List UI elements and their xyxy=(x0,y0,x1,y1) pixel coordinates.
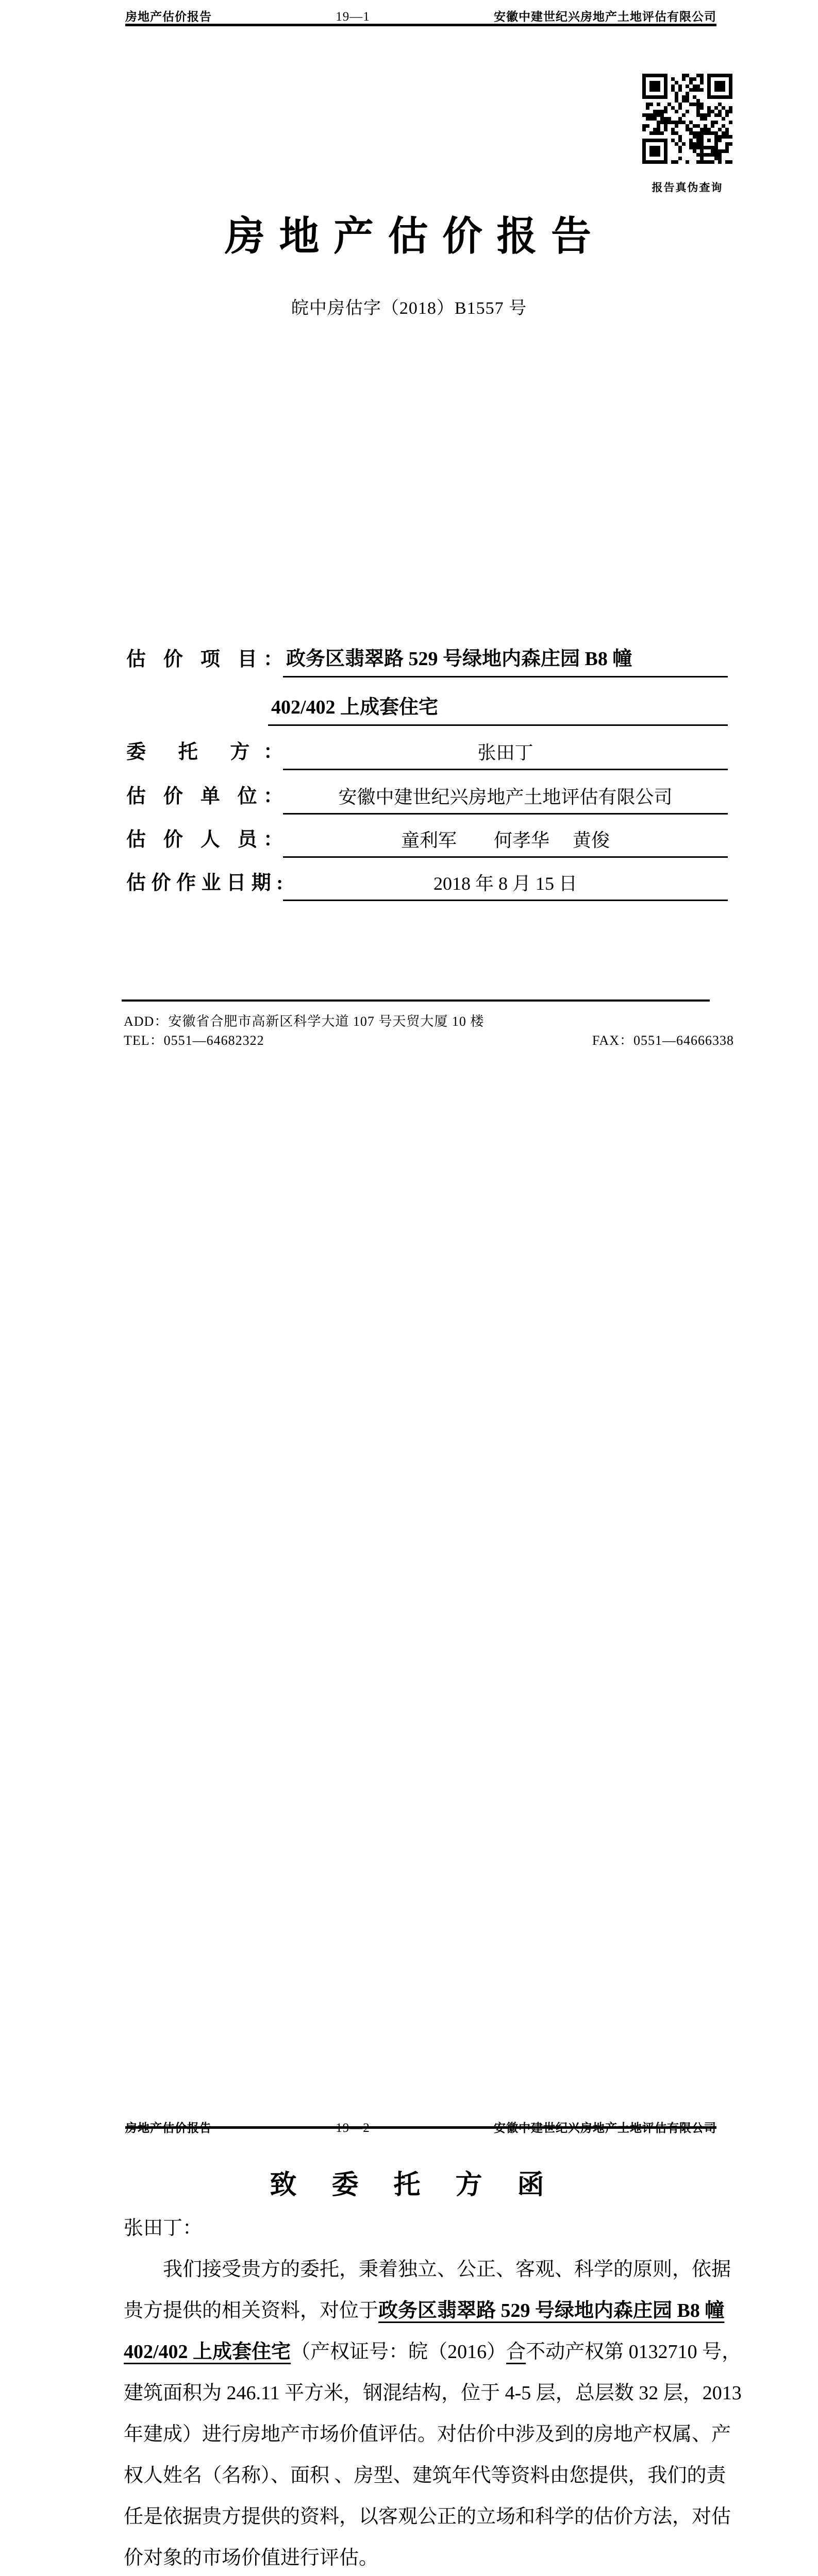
field-appraisers-label: 估 价 人 员： xyxy=(126,829,283,851)
body-line xyxy=(124,2372,742,2414)
footer-rule xyxy=(122,999,710,1002)
text-run: 我们接受贵方的委托，秉着独立、公正、客观、科学的原则，依据 xyxy=(163,2259,731,2280)
page-2-letter xyxy=(0,1051,818,2569)
body-line xyxy=(124,2290,737,2331)
field-agency xyxy=(126,785,728,815)
body-line xyxy=(124,2208,737,2249)
text-run: 价对象的市场价值进行评估。 xyxy=(124,2547,379,2569)
field-client-value: 张田丁 xyxy=(283,741,728,770)
header-rule xyxy=(125,24,716,26)
field-project-label: 估 价 项 目： xyxy=(126,648,283,670)
footer-contacts xyxy=(124,1030,734,1049)
field-date-value: 2018 年 8 月 15 日 xyxy=(283,872,728,901)
report-doc-number: 皖中房估字（2018）B1557 号 xyxy=(291,299,527,318)
footer-tel: TEL：0551—64682322 xyxy=(124,1033,264,1048)
text-run: 402/402 上成套住宅 xyxy=(124,2341,291,2363)
report-title: 房 地 产 估 价 报 告 xyxy=(224,214,593,259)
text-run: 年建成）进行房地产市场价值评估。对估价中涉及到的房地产权属、产 xyxy=(124,2424,731,2445)
field-appraisers xyxy=(126,828,728,858)
field-project xyxy=(126,647,728,677)
page1-running-header xyxy=(125,7,716,24)
field-project-value-line1: 政务区翡翠路 529 号绿地内森庄园 B8 幢 xyxy=(283,647,728,677)
text-run: 权人姓名（名称）、面积 、房型、建筑年代等资料由您提供，我们的责 xyxy=(124,2465,726,2486)
body-line xyxy=(124,2455,737,2496)
field-date xyxy=(126,872,728,901)
text-run: 合 xyxy=(506,2341,526,2363)
text-run: 贵方提供的相关资料，对位于 xyxy=(124,2300,379,2321)
page-1-cover xyxy=(0,0,818,1051)
text-run: 建筑面积为 246.11 平方米，钢混结构，位于 4-5 层，总层数 32 层，2013 xyxy=(124,2382,742,2404)
text-run: 政务区翡翠路 529 号绿地内森庄园 B8 幢 xyxy=(378,2300,725,2321)
letter-body xyxy=(124,2208,742,2576)
qr-code-icon xyxy=(642,74,732,164)
qr-block xyxy=(642,74,732,195)
body-line xyxy=(124,2537,737,2576)
field-client-label: 委 托 方： xyxy=(126,741,283,763)
field-client xyxy=(126,741,728,770)
header-company-name: 安徽中建世纪兴房地产土地评估有限公司 xyxy=(494,10,716,23)
footer-fax: FAX：0551—64666338 xyxy=(592,1033,734,1048)
text-run: （产权证号：皖（2016） xyxy=(291,2341,507,2363)
letter-title: 致 委 托 方 函 xyxy=(270,2171,548,2200)
body-line xyxy=(124,2249,737,2290)
text-run: 不动产权第 0132710 号， xyxy=(526,2341,742,2363)
field-agency-label: 估 价 单 位： xyxy=(126,786,283,807)
body-line xyxy=(124,2331,742,2372)
qr-caption: 报告真伪查询 xyxy=(652,182,723,194)
field-project-value-line2: 402/402 上成套住宅 xyxy=(268,696,728,726)
field-agency-value: 安徽中建世纪兴房地产土地评估有限公司 xyxy=(283,786,728,815)
field-appraisers-value: 童利军 何孝华 黄俊 xyxy=(283,829,728,858)
header-doc-name: 房地产估价报告 xyxy=(125,10,212,23)
field-project-line2 xyxy=(268,696,728,726)
body-line xyxy=(124,2414,737,2455)
header-rule xyxy=(125,2126,716,2129)
header-page-number: 19—1 xyxy=(336,10,370,24)
footer-address: ADD：安徽省合肥市高新区科学大道 107 号天贸大厦 10 楼 xyxy=(124,1014,485,1029)
body-line xyxy=(124,2496,737,2537)
text-run: 任是依据贵方提供的资料，以客观公正的立场和科学的估价方法，对估 xyxy=(124,2506,731,2528)
text-run: 张田丁： xyxy=(124,2217,203,2239)
field-date-label: 估价作业日期: xyxy=(126,872,283,894)
